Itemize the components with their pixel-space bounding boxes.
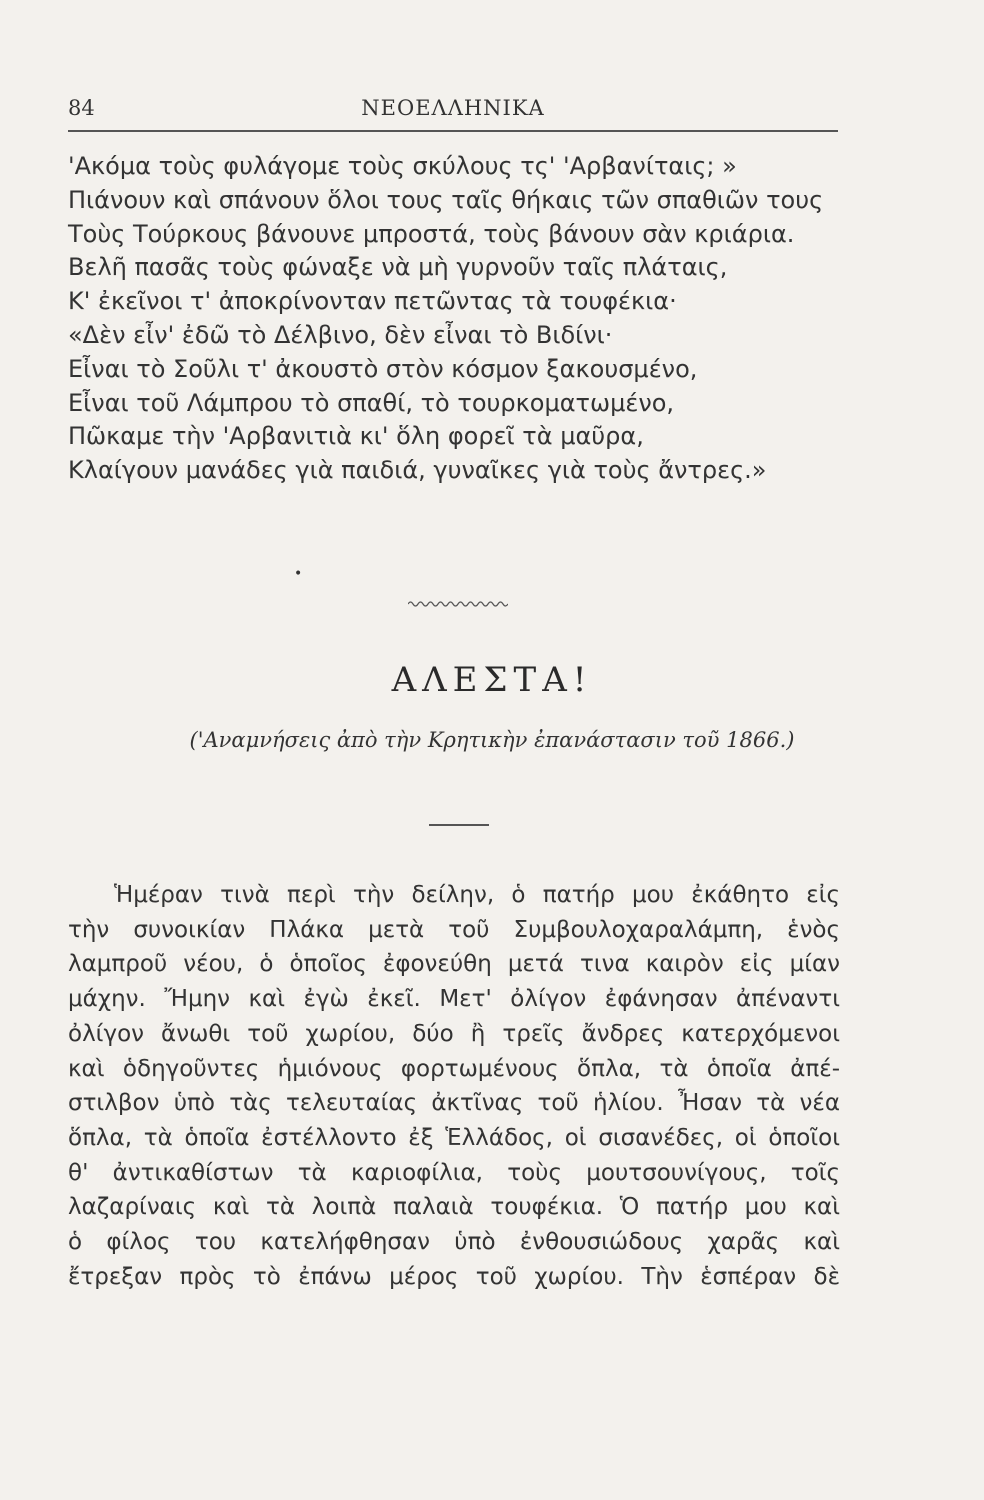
- poem-line: Κ' ἐκεῖνοι τ' ἀποκρίνονταν πετῶντας τὰ τουφέκια·: [68, 287, 677, 316]
- poem-line: Βελῆ πασᾶς τοὺς φώναξε νὰ μὴ γυρνοῦν ταῖς πλάταις,: [68, 253, 728, 282]
- poem-line: Εἶναι τὸ Σοῦλι τ' ἀκουστὸ στὸν κόσμον ξακουσμένο,: [68, 354, 698, 383]
- prose-block: [68, 878, 840, 1294]
- poem-line: «Δὲν εἶν' ἐδῶ τὸ Δέλβινο, δὲν εἶναι τὸ Βιδίνι·: [68, 320, 613, 349]
- prose-line: τὴν συνοικίαν Πλάκα μετὰ τοῦ Συμβουλοχαραλάμπη, ἑνὸς: [68, 916, 840, 943]
- prose-line: καὶ ὁδηγοῦντες ἡμιόνους φορτωμένους ὅπλα, τὰ ὁποῖα ἀπέ-: [68, 1055, 840, 1082]
- poem-line: Εἶναι τοῦ Λάμπρου τὸ σπαθί, τὸ τουρκοματωμένο,: [68, 388, 675, 417]
- poem-line: 'Ακόμα τοὺς φυλάγομε τοὺς σκύλους τς' 'Αρβανίταις; »: [68, 152, 737, 180]
- prose-line: ὀλίγον ἄνωθι τοῦ χωρίου, δύο ἢ τρεῖς ἄνδρες κατερχόμενοι: [68, 1020, 840, 1047]
- page-number: 84: [68, 96, 95, 120]
- prose-line: Ἡμέραν τινὰ περὶ τὴν δείλην, ὁ πατήρ μου ἐκάθητο εἰς: [114, 882, 840, 908]
- prose-line: ὅπλα, τὰ ὁποῖα ἐστέλλοντο ἐξ Ἑλλάδος, οἱ σισανέδες, οἱ ὁποῖοι: [68, 1124, 840, 1151]
- prose-line: ἔτρεξαν πρὸς τὸ ἐπάνω μέρος τοῦ χωρίου. Τὴν ἑσπέραν δὲ: [68, 1263, 840, 1290]
- poem-line: Πιάνουν καὶ σπάνουν ὅλοι τους ταῖς θήκαις τῶν σπαθιῶν τους: [68, 185, 824, 214]
- prose-line: λαμπροῦ νέου, ὁ ὁποῖος ἐφονεύθη μετά τινα καιρὸν εἰς μίαν: [68, 951, 840, 978]
- header-rule: [68, 130, 838, 132]
- ink-speck: •: [294, 566, 303, 582]
- poem-line: Πῶκαμε τὴν 'Αρβανιτιὰ κι' ὅλη φορεῖ τὰ μαῦρα,: [68, 422, 644, 451]
- prose-line: μάχην. Ἤμην καὶ ἐγὼ ἐκεῖ. Μετ' ὀλίγον ἐφάνησαν ἀπέναντι: [68, 986, 840, 1013]
- prose-line: στιλβον ὑπὸ τὰς τελευταίας ἀκτῖνας τοῦ ἡλίου. Ἦσαν τὰ νέα: [68, 1090, 840, 1117]
- prose-line: θ' ἀντικαθίστων τὰ καριοφίλια, τοὺς μουτσουνίγους, τοῖς: [68, 1159, 840, 1186]
- running-title: ΝΕΟΕΛΛΗΝΙΚΑ: [361, 96, 545, 120]
- poem-line: Κλαίγουν μανάδες γιὰ παιδιά, γυναῖκες γιὰ τοὺς ἄντρες.»: [68, 456, 767, 485]
- prose-line: λαζαρίναις καὶ τὰ λοιπὰ παλαιὰ τουφέκια. Ὁ πατήρ μου καὶ: [68, 1194, 840, 1221]
- wavy-divider: [408, 598, 508, 610]
- section-rule: [429, 824, 489, 826]
- prose-line: ὁ φίλος του κατελήφθησαν ὑπὸ ἐνθουσιώδους χαρᾶς καὶ: [68, 1229, 840, 1256]
- page-header: [68, 86, 838, 126]
- poem-block: [68, 150, 838, 488]
- section-subtitle: ('Αναμνήσεις ἀπὸ τὴν Κρητικὴν ἐπανάστασιν τοῦ 1866.): [189, 728, 795, 752]
- poem-line: Τοὺς Τούρκους βάνουνε μπροστά, τοὺς βάνουν σὰν κριάρια.: [68, 219, 795, 248]
- section-title: ΑΛΕΣΤΑ!: [391, 660, 593, 700]
